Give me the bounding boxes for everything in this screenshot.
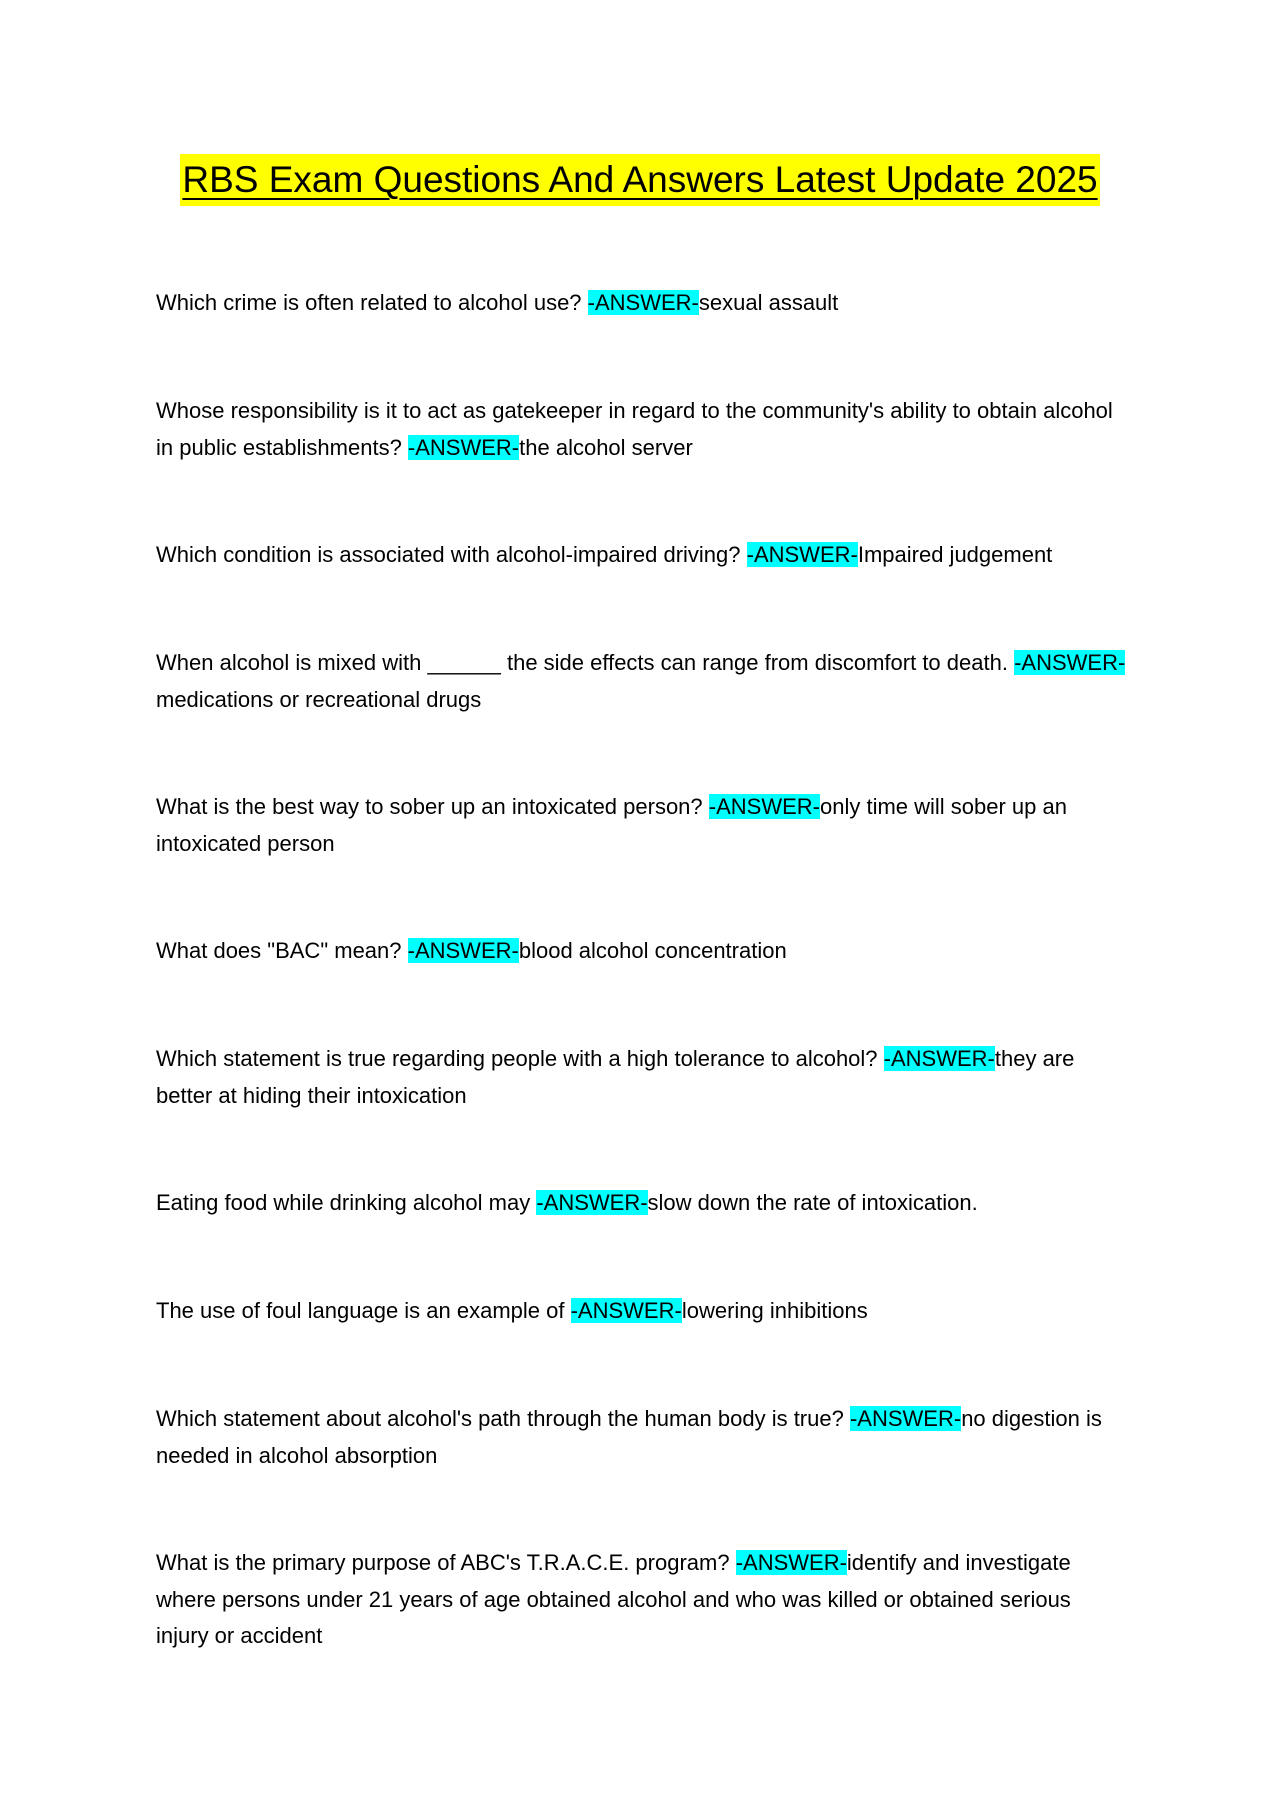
title-container [0, 154, 1280, 206]
answer-text: sexual assault [698, 290, 839, 315]
answer-text: identify and investigate where persons under 21 years of age obtained alcohol and who was killed or obtained serious injury or accident [156, 1550, 1071, 1648]
answer-marker: -ANSWER- [587, 290, 699, 315]
question-text: Which statement about alcohol's path through the human body is true? [156, 1406, 850, 1431]
qa-item [156, 1293, 1128, 1330]
answer-text: blood alcohol concentration [518, 938, 787, 963]
answer-marker: -ANSWER- [536, 1190, 648, 1215]
qa-item [156, 1545, 1128, 1655]
question-text: When alcohol is mixed with ______ the side effects can range from discomfort to death. [156, 650, 1015, 675]
document-title: RBS Exam Questions And Answers Latest Update 2025 [180, 154, 1099, 206]
qa-item [156, 1041, 1128, 1114]
answer-marker: -ANSWER- [708, 794, 820, 819]
answer-marker: -ANSWER- [570, 1298, 682, 1323]
answer-text: lowering inhibitions [681, 1298, 868, 1323]
answer-marker: -ANSWER- [407, 938, 519, 963]
question-text: Which statement is true regarding people with a high tolerance to alcohol? [156, 1046, 884, 1071]
qa-item [156, 933, 1128, 970]
answer-text: slow down the rate of intoxication. [647, 1190, 978, 1215]
answer-marker: -ANSWER- [849, 1406, 962, 1431]
question-text: Whose responsibility is it to act as gatekeeper in regard to the community's ability to obtain alcohol in public establishments? [156, 398, 1113, 460]
question-text: What does "BAC" mean? [156, 938, 408, 963]
answer-marker: -ANSWER- [735, 1550, 847, 1575]
answer-text: only time will sober up an intoxicated person [156, 794, 1067, 856]
qa-item [156, 1185, 1128, 1222]
answer-marker: -ANSWER- [883, 1046, 995, 1071]
answer-marker: -ANSWER- [1014, 650, 1126, 675]
question-text: What is the best way to sober up an intoxicated person? [156, 794, 709, 819]
answer-text: medications or recreational drugs [156, 686, 482, 712]
qa-item [156, 1401, 1128, 1474]
qa-item [156, 645, 1128, 718]
answer-marker: -ANSWER- [746, 542, 858, 567]
answer-text: they are better at hiding their intoxication [156, 1046, 1075, 1108]
question-text: Which condition is associated with alcohol-impaired driving? [156, 542, 747, 567]
question-text: The use of foul language is an example of [156, 1298, 571, 1323]
answer-marker: -ANSWER- [407, 434, 520, 460]
answer-text: the alcohol server [519, 434, 693, 460]
question-text: Eating food while drinking alcohol may [156, 1190, 537, 1215]
answer-text: no digestion is needed in alcohol absorption [156, 1406, 1102, 1468]
question-text: Which crime is often related to alcohol use? [156, 290, 588, 315]
qa-item [156, 285, 1128, 322]
question-text: What is the primary purpose of ABC's T.R.A.C.E. program? [156, 1550, 736, 1575]
qa-item [156, 537, 1128, 574]
answer-text: Impaired judgement [857, 542, 1053, 567]
qa-item [156, 393, 1128, 466]
qa-item [156, 789, 1128, 862]
